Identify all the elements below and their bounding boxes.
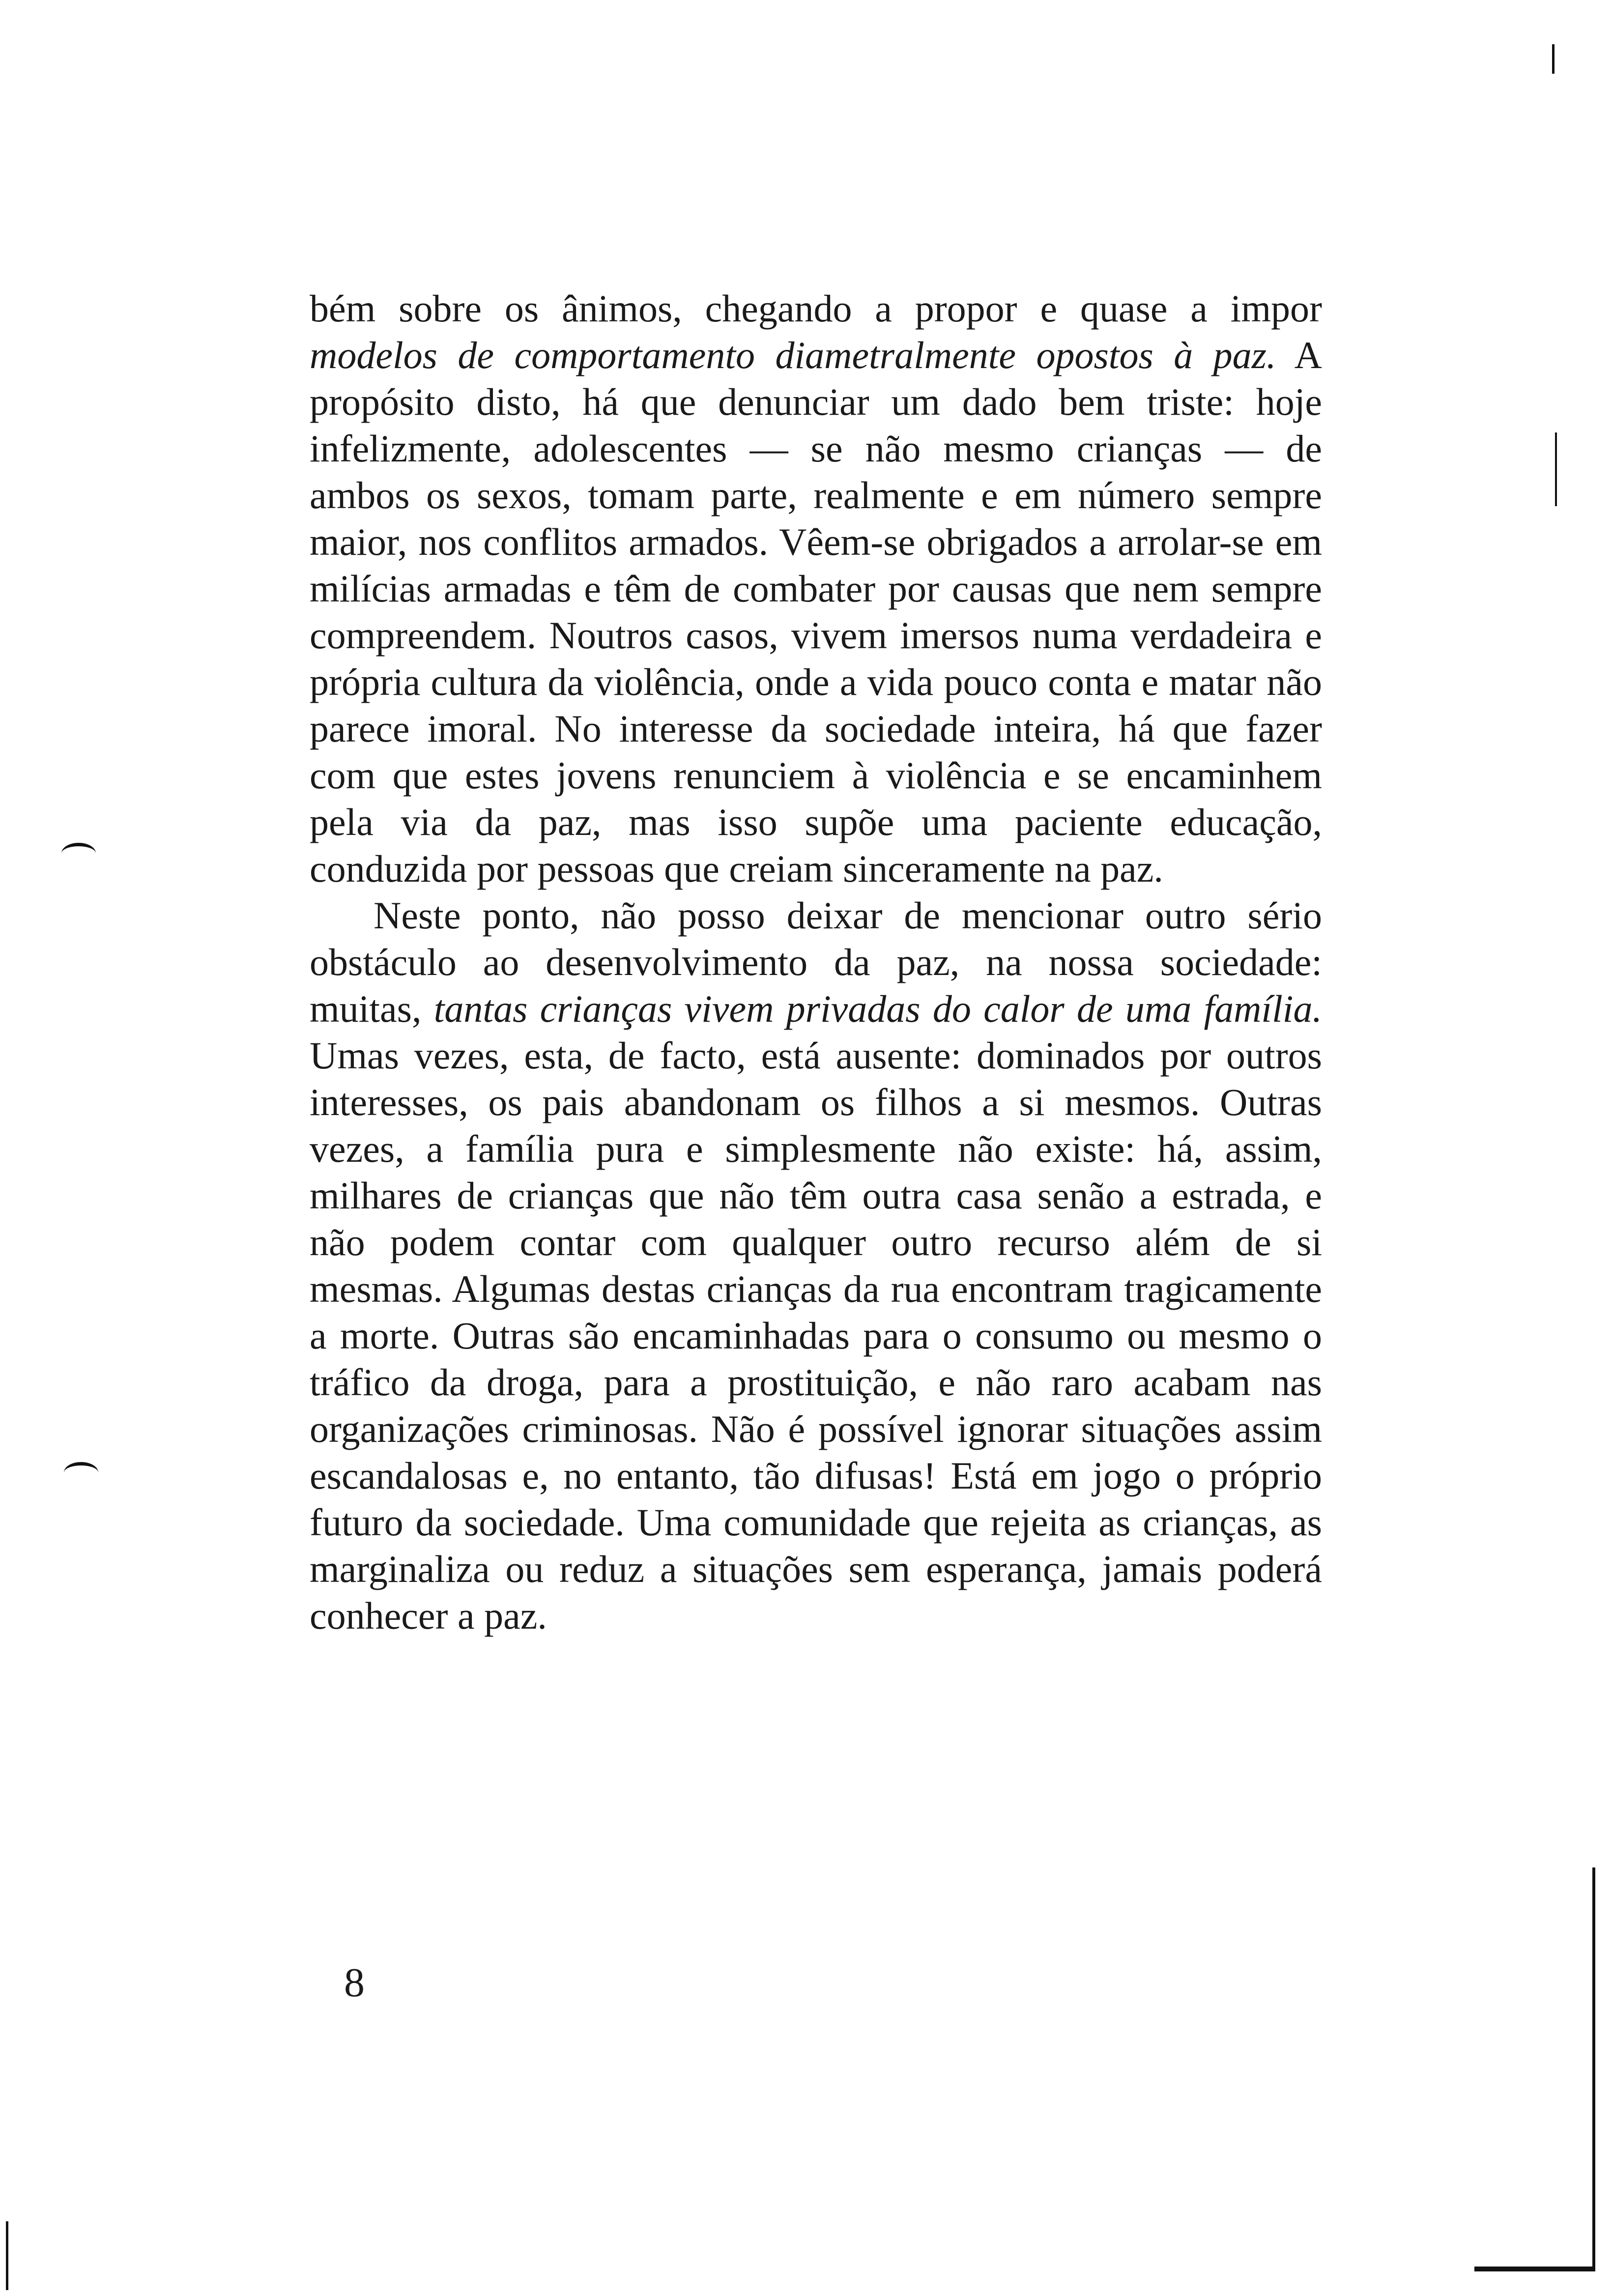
page-number: 8 — [344, 1960, 365, 2006]
scan-arc-mark-2 — [64, 1462, 98, 1483]
paragraph-1 — [310, 285, 1322, 892]
paragraph-1-italic: modelos de comportamento diametralmente opostos à paz. — [310, 334, 1276, 376]
paragraph-2-text-a: Neste ponto, não posso deixar de mencionar outro sério obstáculo ao desenvolvimento da paz, na nossa sociedade: muitas, — [310, 894, 1322, 1030]
scan-edge-mark-top — [1552, 44, 1554, 74]
scan-edge-mark-upper — [1555, 432, 1557, 506]
scan-edge-mark-left — [6, 2221, 8, 2290]
scan-edge-mark-bottom — [1474, 2267, 1595, 2271]
scan-edge-mark-right — [1592, 1867, 1595, 2270]
body-text — [310, 285, 1322, 1639]
paragraph-2-text-b: Umas vezes, esta, de facto, está ausente: dominados por outros interesses, os pais abandonam os filhos a si mesmos. Outras vezes, a família pura e simplesmente não existe: há, assim, milhares de crianças que não têm outra casa senão a estrada, e não podem contar com qualquer outro recurso além de si mesmas. Algumas destas crianças da rua encontram tragicamente a morte. Outras são encaminhadas para o consumo ou mesmo o tráfico da droga, para a prostituição, e não raro acabam nas organizações criminosas. Não é possível ignorar situações assim escandalosas e, no entanto, tão difusas! Está em jogo o próprio futuro da sociedade. Uma comunidade que rejeita as crianças, as marginaliza ou reduz a situações sem esperança, jamais poderá conhecer a paz. — [310, 1034, 1322, 1637]
paragraph-1-text-a: bém sobre os ânimos, chegando a propor e quase a impor — [310, 287, 1322, 330]
paragraph-2-italic: tantas crianças vivem privadas do calor de uma família. — [433, 987, 1322, 1030]
scan-arc-mark-1 — [61, 843, 96, 864]
paragraph-1-text-b: A propósito disto, há que denunciar um dado bem triste: hoje infelizmente, adolescentes — se não mesmo crianças — de ambos os sexos, tomam parte, realmente e em número sempre maior, nos conflitos armados. Vêem-se obrigados a arrolar-se em milícias armadas e têm de combater por causas que nem sempre compreendem. Noutros casos, vivem imersos numa verdadeira e própria cultura da violência, onde a vida pouco conta e matar não parece imoral. No interesse da sociedade inteira, há que fazer com que estes jovens renunciem à violência e se encaminhem pela via da paz, mas isso supõe uma paciente educação, conduzida por pessoas que creiam sinceramente na paz. — [310, 334, 1322, 890]
paragraph-2 — [310, 892, 1322, 1639]
